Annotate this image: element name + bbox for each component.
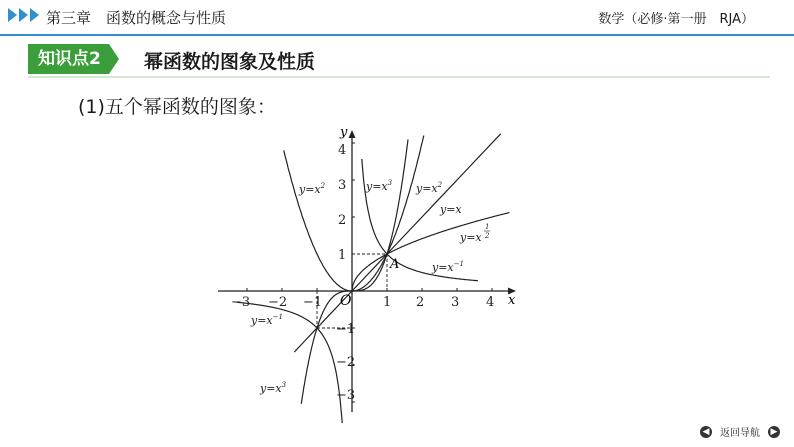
right-arrow-icon[interactable]: ▶ — [768, 426, 780, 438]
nav-bar — [700, 424, 780, 439]
y-axis-label: y — [340, 125, 348, 140]
curve-label-square-right: $y=x^2$ — [416, 181, 443, 195]
point-a-label: A — [390, 257, 400, 272]
y-axis-arrow-icon — [349, 130, 356, 138]
y-tick-label: 4 — [338, 143, 347, 158]
origin-label: O — [340, 293, 352, 309]
return-nav-link[interactable]: 返回导航 — [720, 428, 760, 439]
curve-label-cube-neg: $y=x^3$ — [260, 381, 287, 395]
curve-label-cube: $y=x^3$ — [366, 179, 393, 193]
y-tick-label: 1 — [338, 248, 347, 263]
curve-label-sqrt: y=x — [460, 231, 482, 244]
y-tick-label: 2 — [338, 213, 347, 228]
x-tick-label: 1 — [383, 295, 392, 310]
curve-label-sqrt-exp-den: 2 — [485, 232, 490, 240]
y-tick-label: −2 — [336, 355, 356, 370]
y-tick-label: 3 — [338, 178, 347, 193]
x-tick-label: −2 — [268, 295, 288, 310]
y-tick-label: −1 — [336, 322, 356, 337]
curve-label-square: $y=x^2$ — [299, 182, 326, 196]
section-title: 幂函数的图象及性质 — [144, 51, 316, 73]
badge-label: 知识点2 — [28, 44, 109, 74]
x-tick-label: −3 — [231, 295, 251, 310]
x-axis-label: x — [508, 293, 516, 308]
curve-label-inverse-pos: $y=x^{-1}$ — [432, 260, 464, 274]
x-tick-label: 2 — [416, 295, 425, 310]
subject-label: 数学（必修·第一册 RJA） — [598, 12, 754, 27]
x-tick-label: −1 — [303, 295, 323, 310]
subtitle: (1)五个幂函数的图象： — [78, 96, 276, 118]
left-arrow-icon[interactable]: ◀ — [700, 426, 712, 438]
curve-label-sqrt-exp-num: 1 — [485, 223, 490, 231]
x-tick-label: 4 — [486, 295, 495, 310]
chapter-title: 第三章 函数的概念与性质 — [46, 9, 227, 27]
curve-y-x2 — [284, 136, 424, 292]
y-tick-label: −3 — [336, 388, 356, 403]
x-tick-label: 3 — [451, 295, 460, 310]
curve-label-inverse-neg: $y=x^{-1}$ — [251, 313, 283, 327]
curve-label-linear: y=x — [440, 203, 462, 216]
